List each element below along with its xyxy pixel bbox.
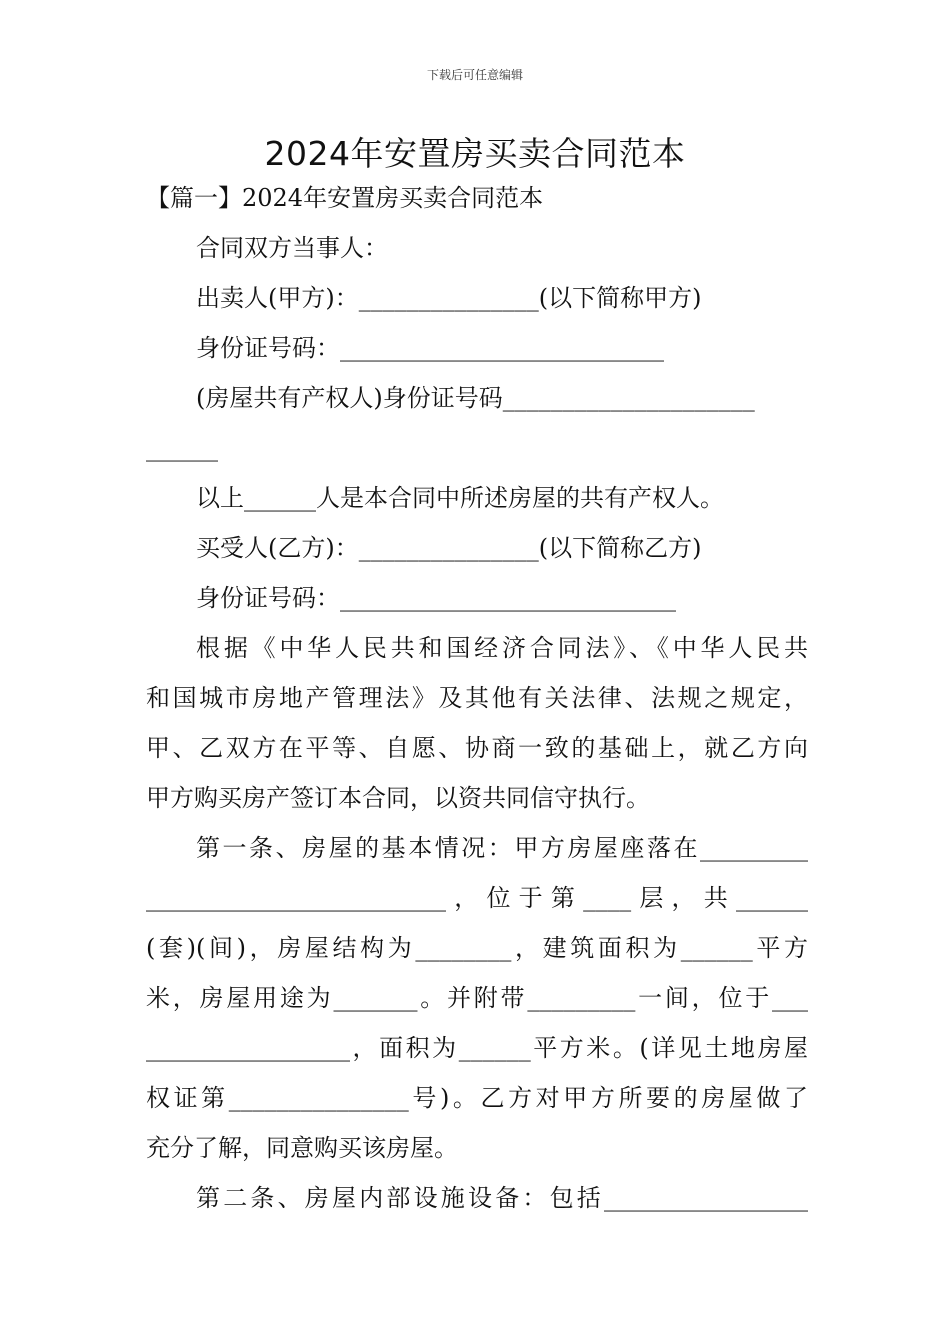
paragraph-line: 甲、乙双方在平等、自愿、协商一致的基础上，就乙方向 xyxy=(146,734,808,762)
header-note: 下载后可任意编辑 xyxy=(426,68,523,82)
paragraph-line: 买受人(乙方)：_______________(以下简称乙方) xyxy=(196,534,702,562)
paragraph-line: 第一条、房屋的基本情况：甲方房屋座落在_________ xyxy=(196,834,808,862)
paragraph-line: 以上______人是本合同中所述房屋的共有产权人。 xyxy=(196,484,724,512)
paragraph-line: (套)(间)，房屋结构为________，建筑面积为______平方 xyxy=(146,934,808,962)
paragraph-line: (房屋共有产权人)身份证号码_____________________ xyxy=(196,384,755,412)
paragraph-line: 和国城市房地产管理法》及其他有关法律、法规之规定， xyxy=(146,684,808,712)
paragraph-line: 充分了解，同意购买该房屋。 xyxy=(146,1134,458,1162)
paragraph-line: _________________________，位于第____层，共______ xyxy=(146,884,808,912)
paragraph-line: ______ xyxy=(146,434,218,462)
document-title: 2024年安置房买卖合同范本 xyxy=(264,134,686,173)
paragraph-line: 身份证号码：___________________________ xyxy=(196,334,664,362)
paragraph-line: 第二条、房屋内部设施设备：包括_________________ xyxy=(196,1184,808,1212)
paragraph-line: 出卖人(甲方)：_______________(以下简称甲方) xyxy=(196,284,702,312)
paragraph-line: 根据《中华人民共和国经济合同法》、《中华人民共 xyxy=(196,634,808,662)
paragraph-line: 米，房屋用途为_______。并附带_________一间，位于___ xyxy=(146,984,808,1012)
document-body xyxy=(146,180,808,1230)
paragraph-line: _________________，面积为______平方米。(详见土地房屋 xyxy=(146,1034,808,1062)
paragraph-line: 合同双方当事人： xyxy=(196,234,388,262)
paragraph-line: 身份证号码：____________________________ xyxy=(196,584,676,612)
section-heading: 【篇一】2024年安置房买卖合同范本 xyxy=(146,184,544,212)
paragraph-line: 甲方购买房产签订本合同，以资共同信守执行。 xyxy=(146,784,650,812)
paragraph-line: 权证第_______________号)。乙方对甲方所要的房屋做了 xyxy=(146,1084,808,1112)
